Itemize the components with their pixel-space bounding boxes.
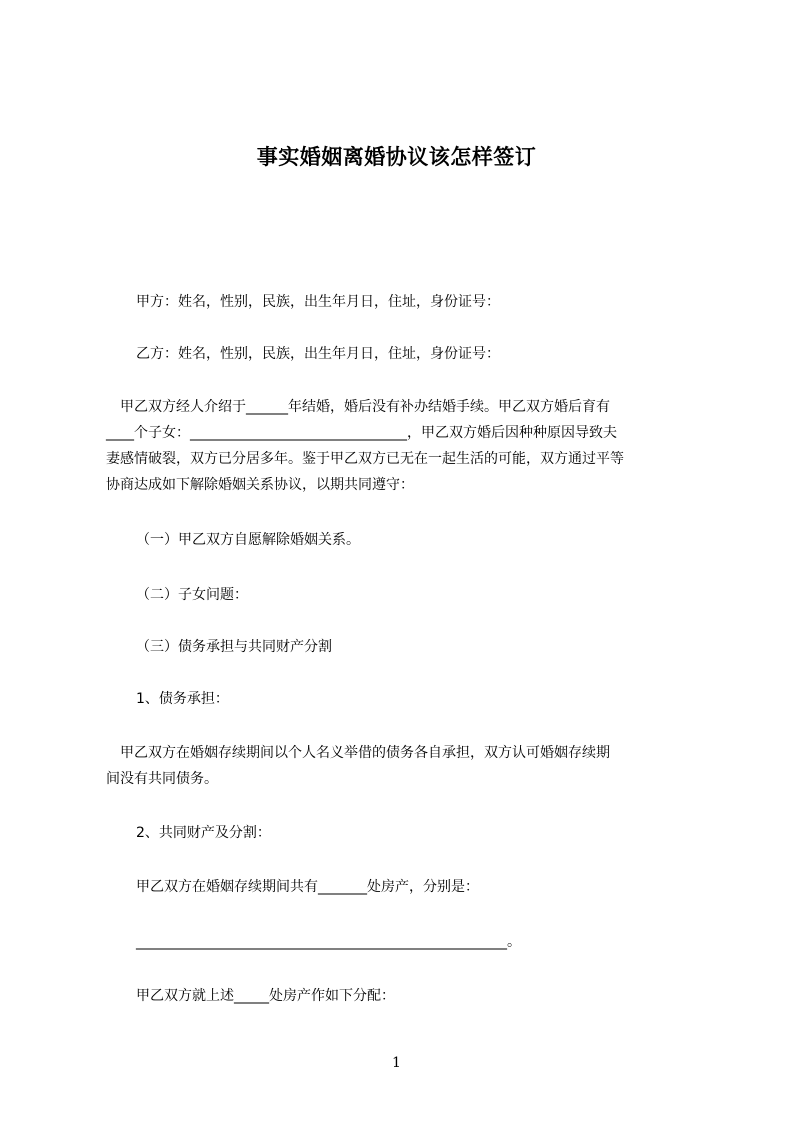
intro-line: 甲乙双方经人介绍于______年结婚，婚后没有补办结婚手续。甲乙双方婚后育有 — [106, 399, 610, 415]
section-1-line: （一）甲乙双方自愿解除婚姻关系。 — [136, 532, 360, 548]
debt-line: 甲乙双方在婚姻存续期间以个人名义举借的债务各自承担，双方认可婚姻存续期 — [106, 745, 610, 761]
item-2-heading: 2、共同财产及分割： — [136, 825, 271, 841]
page-number: 1 — [392, 1055, 401, 1071]
property-blank-line: _____________________________________________________。 — [136, 934, 521, 950]
debt-line: 间没有共同债务。 — [106, 771, 218, 787]
party-b-line: 乙方：姓名，性别，民族，出生年月日，住址，身份证号： — [136, 346, 500, 362]
property-count-line: 甲乙双方在婚姻存续期间共有_______处房产，分别是： — [136, 879, 479, 895]
intro-line: 协商达成如下解除婚姻关系协议，以期共同遵守： — [106, 477, 414, 493]
intro-line: 妻感情破裂，双方已分居多年。鉴于甲乙双方已无在一起生活的可能，双方通过平等 — [106, 451, 624, 467]
allocation-line: 甲乙双方就上述_____处房产作如下分配： — [136, 988, 395, 1004]
intro-paragraph — [106, 394, 702, 498]
item-1-heading: 1、债务承担： — [136, 691, 229, 707]
party-a-line: 甲方：姓名，性别，民族，出生年月日，住址，身份证号： — [136, 294, 500, 310]
section-3-line: （三）债务承担与共同财产分割 — [136, 639, 332, 655]
section-2-line: （二）子女问题： — [136, 587, 248, 603]
document-title: 事实婚姻离婚协议该怎样签订 — [256, 145, 537, 169]
intro-line: ____个子女：_______________________________，甲乙双方婚后因种种原因导致夫 — [106, 425, 617, 441]
debt-paragraph — [106, 740, 702, 792]
